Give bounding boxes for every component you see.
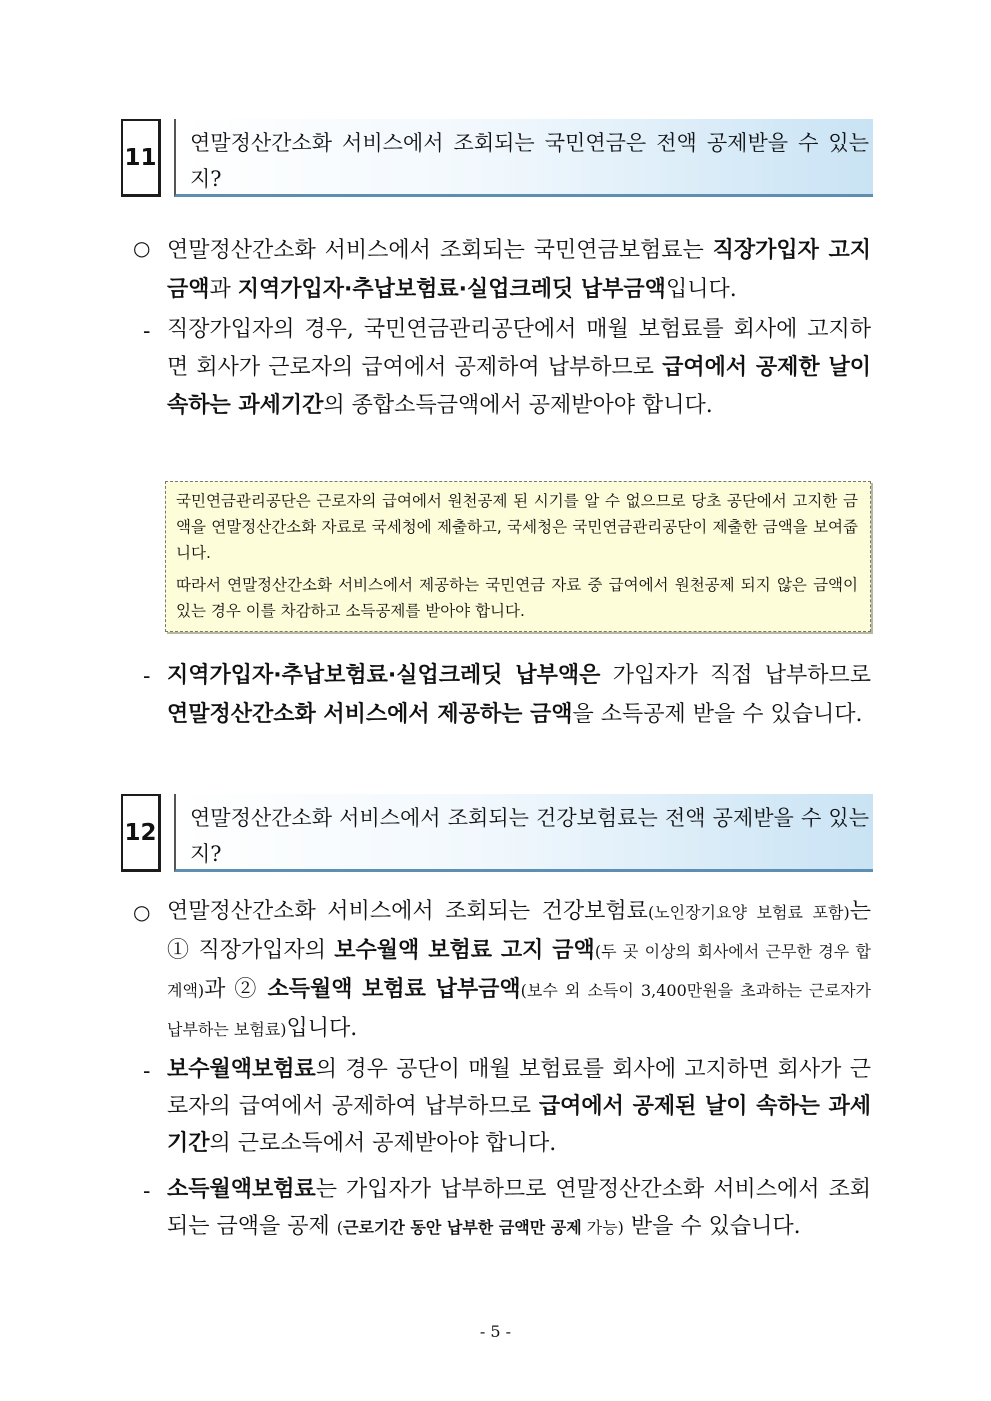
- note-text: 따라서 연말정산간소화 서비스에서 제공하는 국민연금 자료 중 급여에서 원천공제 되지 않은 금액이 있는 경우 이를 차감하고 소득공제를 받아야 합니다.: [176, 576, 858, 620]
- bullet-circle: ○: [133, 900, 151, 924]
- page-number: - 5 -: [479, 1322, 512, 1341]
- dash-bullet: -: [143, 1059, 151, 1084]
- bullet-circle: ○: [133, 236, 151, 260]
- question-11-header: [121, 119, 873, 201]
- answer-paragraph: 소득월액보험료는 가입자가 납부하므로 연말정산간소화 서비스에서 조회되는 금액을 공제 (근로기간 동안 납부한 금액만 공제 가능) 받을 수 있습니다.: [167, 1177, 871, 1239]
- dash-bullet: -: [143, 1179, 151, 1204]
- answer-paragraph: 직장가입자의 경우, 국민연금관리공단에서 매월 보험료를 회사에 고지하면 회사가 근로자의 급여에서 공제하여 납부하므로 급여에서 공제한 날이 속하는 과세기간의 종합소득금액에서 공제받아야 합니다.: [167, 317, 871, 418]
- question-title: 연말정산간소화 서비스에서 조회되는 건강보험료는 전액 공제받을 수 있는지?: [174, 794, 873, 872]
- note-box: [165, 481, 871, 632]
- answer-paragraph: 보수월액보험료의 경우 공단이 매월 보험료를 회사에 고지하면 회사가 근로자의 급여에서 공제하여 납부하므로 급여에서 공제된 날이 속하는 과세기간의 근로소득에서 공제받아야 합니다.: [167, 1057, 871, 1156]
- answer-paragraph: 연말정산간소화 서비스에서 조회되는 국민연금보험료는 직장가입자 고지금액과 지역가입자·추납보험료·실업크레딧 납부금액입니다.: [167, 238, 871, 302]
- dash-bullet: -: [143, 664, 151, 689]
- question-number: 11: [121, 119, 161, 197]
- answer-paragraph: 연말정산간소화 서비스에서 조회되는 건강보험료(노인장기요양 보험료 포함)는 ① 직장가입자의 보수월액 보험료 고지 금액(두 곳 이상의 회사에서 근무한 경우 합계액)과 ② 소득월액 보험료 납부금액(보수 외 소득이 3,400만원을 초과하는 근로자가 납부하는 보험료)입니다.: [167, 899, 872, 1041]
- question-12-header: [121, 794, 873, 876]
- answer-paragraph: 지역가입자·추납보험료·실업크레딧 납부액은 가입자가 직접 납부하므로 연말정산간소화 서비스에서 제공하는 금액을 소득공제 받을 수 있습니다.: [167, 663, 871, 727]
- question-number: 12: [121, 794, 161, 872]
- note-text: 국민연금관리공단은 근로자의 급여에서 원천공제 된 시기를 알 수 없으므로 당초 공단에서 고지한 금액을 연말정산간소화 자료로 국세청에 제출하고, 국세청은 국민연금관리공단이 제출한 금액을 보여줍니다.: [176, 492, 858, 562]
- dash-bullet: -: [143, 319, 151, 344]
- question-title: 연말정산간소화 서비스에서 조회되는 국민연금은 전액 공제받을 수 있는지?: [174, 119, 873, 197]
